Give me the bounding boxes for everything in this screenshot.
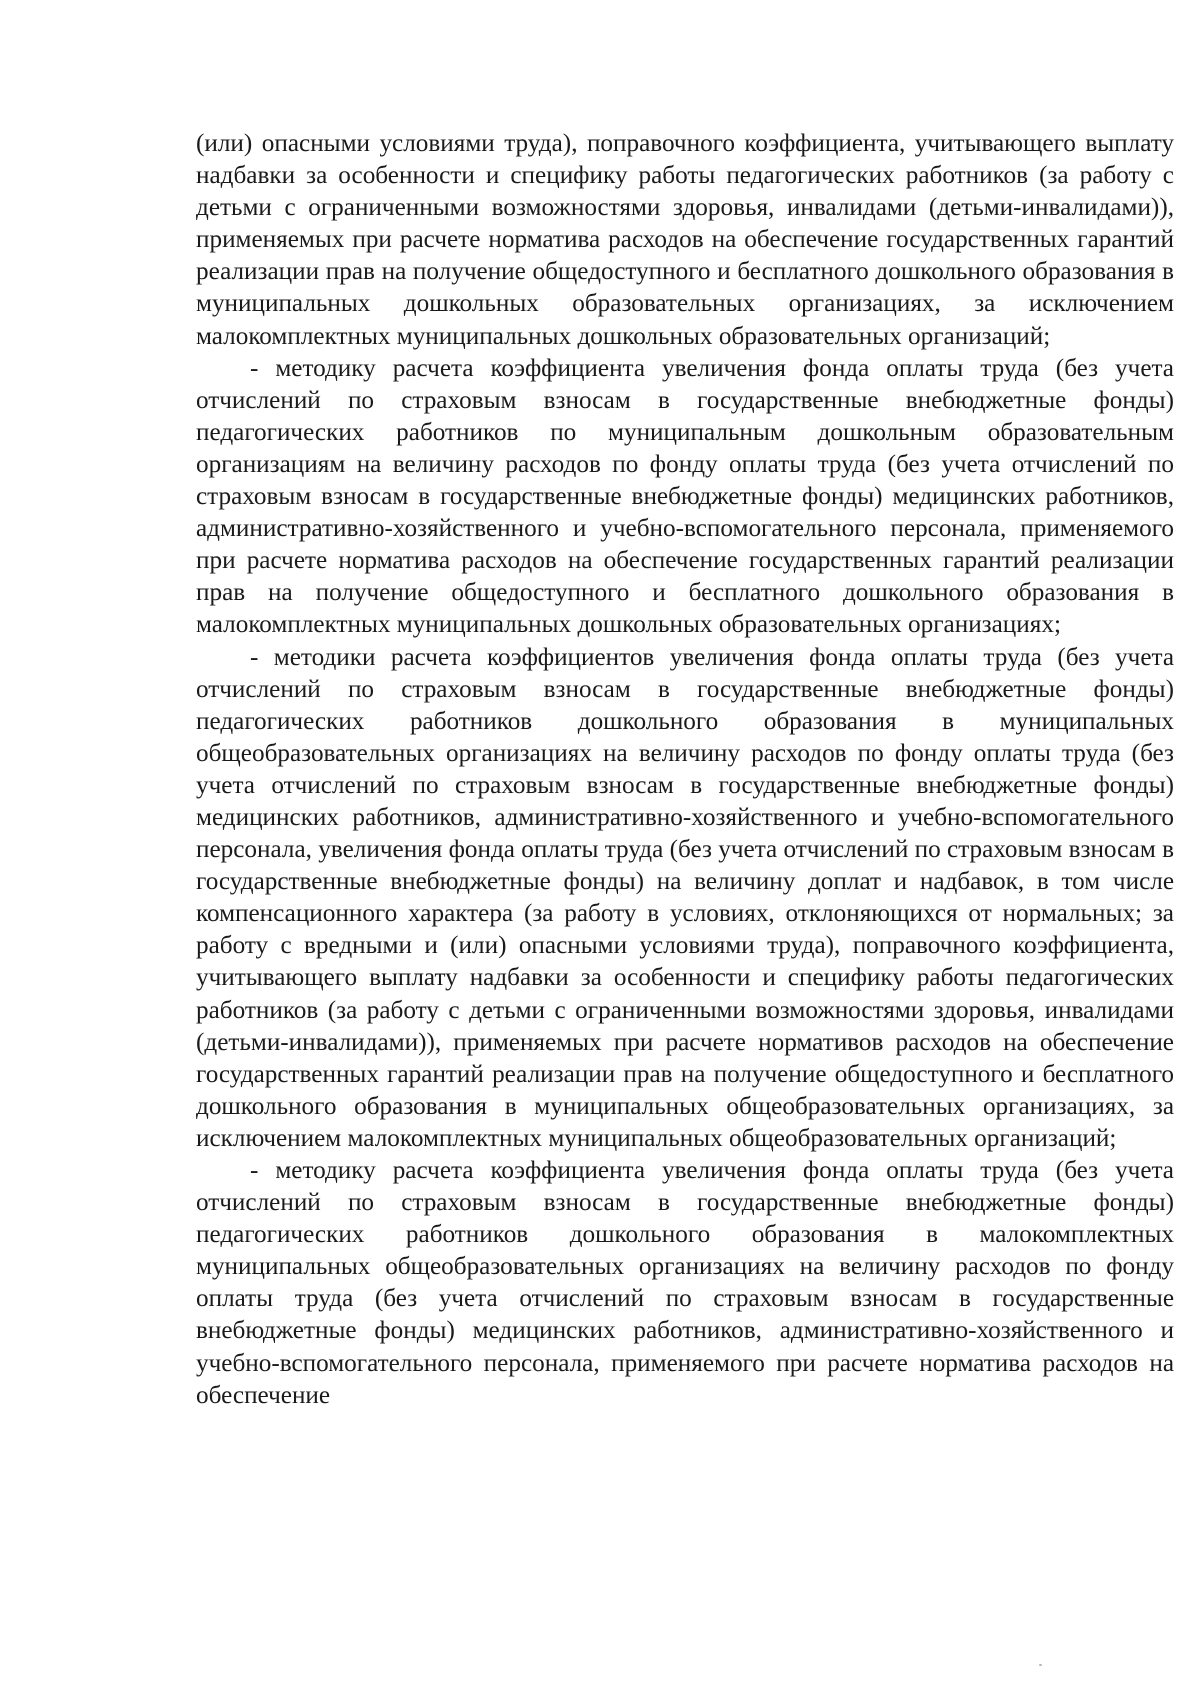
paragraph-methodology-dou-coefficient: - методику расчета коэффициента увеличения фонда оплаты труда (без учета отчислений по страховым взносам в государственные внебюджетные фонды) педагогических работников по муниципальным дошкольным образовательным организациям на величину расходов по фонду оплаты труда (без учета отчислений по страховым взносам в государственные внебюджетные фонды) медицинских работников, административно-хозяйственного и учебно-вспомогательного персонала, применяемого при расчете норматива расходов на обеспечение государственных гарантий реализации прав на получение общедоступного и бесплатного дошкольного образования в малокомплектных муниципальных дошкольных образовательных организациях; (196, 354, 1174, 639)
paragraph-methodology-school-coefficients: - методики расчета коэффициентов увеличения фонда оплаты труда (без учета отчислений по страховым взносам в государственные внебюджетные фонды) педагогических работников дошкольного образования в муниципальных общеобразовательных организациях на величину расходов по фонду оплаты труда (без учета отчислений по страховым взносам в государственные внебюджетные фонды) медицинских работников, административно-хозяйственного и учебно-вспомогательного персонала, увеличения фонда оплаты труда (без учета отчислений по страховым взносам в государственные внебюджетные фонды) на величину доплат и надбавок, в том числе компенсационного характера (за работу в условиях, отклоняющихся от нормальных; за работу с вредными и (или) опасными условиями труда), поправочного коэффициента, учитывающего выплату надбавки за особенности и специфику работы педагогических работников (за работу с детьми с ограниченными возможностями здоровья, инвалидами (детьми-инвалидами)), применяемых при расчете нормативов расходов на обеспечение государственных гарантий реализации прав на получение общедоступного и бесплатного дошкольного образования в муниципальных общеобразовательных организациях, за исключением малокомплектных муниципальных общеобразовательных организаций; (196, 643, 1174, 1152)
paragraph-continuation: (или) опасными условиями труда), поправочного коэффициента, учитывающего выплату надбавки за особенности и специфику работы педагогических работников (за работу с детьми с ограниченными возможностями здоровья, инвалидами (детьми-инвалидами)), применяемых при расчете норматива расходов на обеспечение государственных гарантий реализации прав на получение общедоступного и бесплатного дошкольного образования в муниципальных дошкольных образовательных организациях, за исключением малокомплектных муниципальных дошкольных образовательных организаций; (196, 130, 1174, 350)
paragraph-methodology-small-school-coefficient: - методику расчета коэффициента увеличения фонда оплаты труда (без учета отчислений по страховым взносам в государственные внебюджетные фонды) педагогических работников дошкольного образования в малокомплектных муниципальных общеобразовательных организациях на величину расходов по фонду оплаты труда (без учета отчислений по страховым взносам в государственные внебюджетные фонды) медицинских работников, административно-хозяйственного и учебно-вспомогательного персонала, применяемого при расчете норматива расходов на обеспечение (196, 1157, 1174, 1409)
scan-speck (1039, 1664, 1042, 1666)
document-body (196, 128, 1174, 1412)
